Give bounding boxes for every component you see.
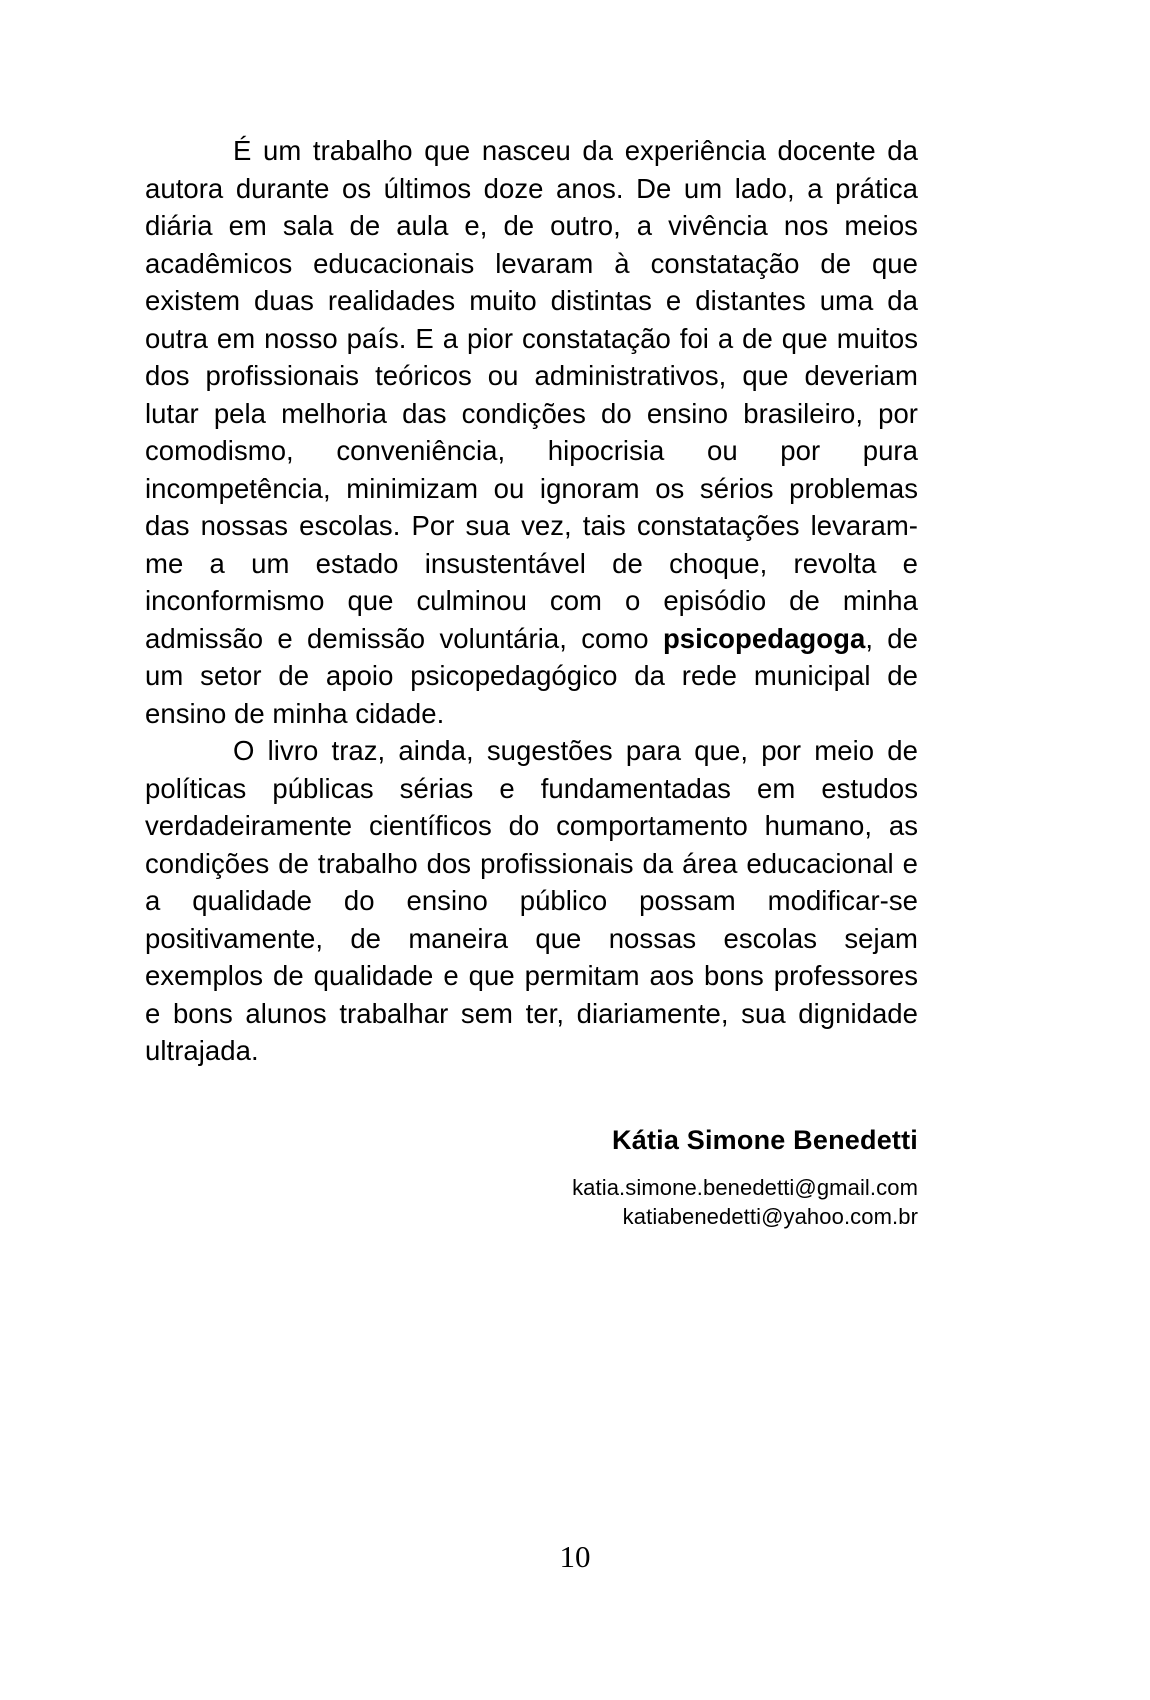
- signature-block: [145, 1123, 918, 1231]
- paragraph-1: [145, 132, 918, 732]
- paragraph-2-segment-1: O livro traz, ainda, sugestões para que, por meio de políticas públicas sérias e fundamentadas em estudos verdadeiramente científicos do comportamento humano, as condições de trabalho dos profissionais da área educacional e a qualidade do ensino público possam modificar-se positivamente, de maneira que nossas escolas sejam exemplos de qualidade e que permitam aos bons professores e bons alunos trabalhar sem ter, diariamente, sua dignidade ultrajada.: [145, 735, 918, 1066]
- author-email-secondary: katiabenedetti@yahoo.com.br: [622, 1204, 918, 1229]
- paragraph-1-bold-term: psicopedagoga: [662, 622, 866, 654]
- paragraph-2: [145, 732, 918, 1070]
- paragraph-1-segment-1: É um trabalho que nasceu da experiência docente da autora durante os últimos doze anos. De um lado, a prática diária em sala de aula e, de outro, a vivência nos meios acadêmicos educacionais levaram à constatação de que existem duas realidades muito distintas e distantes uma da outra em nosso país. E a pior constatação foi a de que muitos dos profissionais teóricos ou administrativos, que deveriam lutar pela melhoria das condições do ensino brasileiro, por comodismo, conveniência, hipocrisia ou por pura incompetência, minimizam ou ignoram os sérios problemas das nossas escolas. Por sua vez, tais constatações levaram-me a um estado insustentável de choque, revolta e inconformismo que culminou com o episódio de minha admissão e demissão voluntária, como: [145, 135, 918, 654]
- page-body-content: [145, 132, 918, 1070]
- paragraph-1-segment-3: , de um setor de apoio psicopedagógico da rede municipal de ensino de minha cidade.: [145, 622, 918, 729]
- author-emails: [145, 1173, 918, 1231]
- page-number: 10: [559, 1539, 591, 1574]
- author-email-primary: katia.simone.benedetti@gmail.com: [572, 1175, 918, 1200]
- author-name: Kátia Simone Benedetti: [612, 1125, 918, 1155]
